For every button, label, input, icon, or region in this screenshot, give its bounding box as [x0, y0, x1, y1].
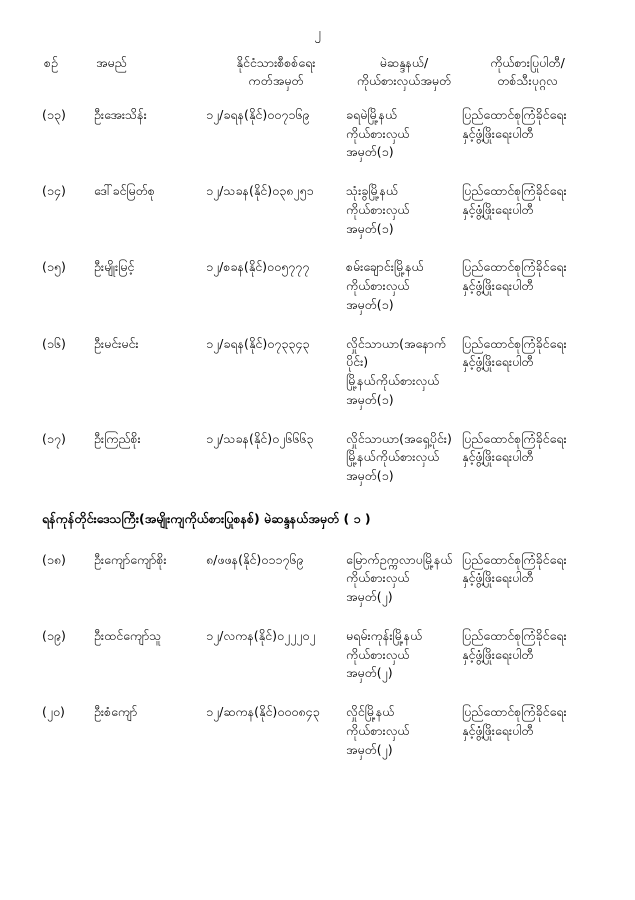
- cell-serial: (၁၇): [42, 430, 66, 446]
- cell-serial: (၁၉): [42, 627, 66, 643]
- column-header-name: အမည်: [96, 54, 127, 70]
- table-row: [42, 335, 593, 430]
- cell-party-line: နှင့်ဖွံ့ဖြိုးရေးပါတီ: [462, 570, 534, 586]
- cell-name: ဦးထင်ကျော်သူ: [94, 627, 162, 643]
- cell-nrc: ၁၂/စခန(နိုင်)၀၀၅၇၇၇: [206, 259, 310, 275]
- cell-constituency-line: ကိုယ်စားလှယ်: [346, 722, 410, 738]
- cell-party-line: နှင့်ဖွံ့ဖြိုးရေးပါတီ: [462, 125, 534, 141]
- cell-name: ဦးမျိုးမြင့်: [94, 259, 135, 275]
- table-row: [42, 627, 593, 703]
- cell-party: [462, 627, 593, 703]
- cell-party-line: နှင့်ဖွံ့ဖြိုးရေးပါတီ: [462, 722, 534, 738]
- cell-constituency: [346, 551, 462, 627]
- cell-party: [462, 703, 593, 779]
- cell-party-line: နှင့်ဖွံ့ဖြိုးရေးပါတီ: [462, 201, 534, 217]
- cell-constituency-line: မြို့နယ်ကိုယ်စားလှယ်: [346, 449, 440, 465]
- table-body: [42, 106, 593, 780]
- candidate-roster-table: [42, 54, 593, 780]
- section-heading-cell: [42, 506, 593, 551]
- cell-name: ဦးစံကျော်: [94, 704, 138, 720]
- cell-constituency-line: ခရမဲမြို့နယ်: [346, 106, 398, 122]
- cell-constituency-line: လှိုင်သာယာ(အရှေ့ပိုင်း): [346, 430, 452, 446]
- cell-nrc: ၁၂/ခရန(နိုင်)၀၇၃၃၄၃: [206, 335, 310, 351]
- cell-party: [462, 335, 593, 430]
- cell-constituency-line: ကိုယ်စားလှယ်: [346, 125, 410, 141]
- cell-nrc: ၁၂/ခရန(နိုင်)၀၀၇၁၆၉: [206, 106, 310, 122]
- cell-party: [462, 106, 593, 182]
- cell-nrc: ၁၂/ဆကန(နိုင်)၀၀၀၈၄၃: [206, 704, 320, 720]
- column-header-party-line2: တစ်သီးပုဂ္ဂလ: [497, 72, 558, 88]
- cell-constituency-line: သုံးခွမြို့နယ်: [346, 183, 399, 199]
- column-header-party: [462, 54, 593, 106]
- cell-name: ဦးကျော်ကျော်စိုး: [94, 551, 167, 567]
- cell-nrc: ၁၂/သခန(နိုင်)၀၃၈၂၅၁: [206, 183, 314, 199]
- table-row: [42, 106, 593, 182]
- cell-constituency-line: မြို့နယ်ကိုယ်စားလှယ်: [346, 373, 440, 389]
- column-header-nrc-line1: နိုင်ငံသားစီစစ်ရေး: [236, 54, 316, 70]
- cell-constituency-line: လှိုင်သာယာ(အနောက်ပိုင်း): [346, 335, 447, 370]
- cell-constituency-line: ကိုယ်စားလှယ်: [346, 570, 410, 586]
- cell-constituency-line: မရမ်းကုန်းမြို့နယ်: [346, 627, 423, 643]
- table-row: [42, 703, 593, 779]
- column-header-constituency-line1: မဲဆန္ဒနယ်/: [379, 54, 429, 70]
- page-number: ၂: [314, 26, 321, 41]
- column-header-constituency: [346, 54, 462, 106]
- column-header-serial: စဉ်: [44, 54, 58, 70]
- cell-constituency-line: အမှတ်(၂): [346, 665, 393, 681]
- cell-constituency: [346, 258, 462, 334]
- cell-constituency-line: အမှတ်(၁): [346, 144, 394, 160]
- section-heading-row: [42, 506, 593, 551]
- cell-name: ဦးအေးသိန်း: [94, 106, 147, 122]
- column-header-nrc-line2: ကတ်အမှတ်: [248, 72, 304, 88]
- table-row: [42, 182, 593, 258]
- cell-party-line: နှင့်ဖွံ့ဖြိုးရေးပါတီ: [462, 646, 534, 662]
- table-row: [42, 551, 593, 627]
- cell-party-line: ပြည်ထောင်စုကြံခိုင်ရေး: [462, 183, 567, 199]
- cell-constituency-line: ကိုယ်စားလှယ်: [346, 201, 410, 217]
- cell-constituency-line: စမ်းချောင်းမြို့နယ်: [346, 259, 424, 275]
- cell-party-line: ပြည်ထောင်စုကြံခိုင်ရေး: [462, 259, 567, 275]
- section-title: ရန်ကုန်တိုင်းဒေသကြီး(အမျိုးကျကိုယ်စားပြုစနစ်) မဲဆန္ဒနယ်အမှတ် ( ၁ ): [42, 510, 371, 526]
- cell-name: ဒေါ်ခင်မြတ်စု: [94, 183, 155, 199]
- cell-party: [462, 258, 593, 334]
- cell-party-line: ပြည်ထောင်စုကြံခိုင်ရေး: [462, 704, 567, 720]
- cell-constituency-line: အမှတ်(၁): [346, 296, 394, 312]
- cell-constituency: [346, 703, 462, 779]
- table-header-row: [42, 54, 593, 106]
- cell-party: [462, 182, 593, 258]
- cell-party-line: နှင့်ဖွံ့ဖြိုးရေးပါတီ: [462, 449, 534, 465]
- cell-party: [462, 551, 593, 627]
- table-row: [42, 258, 593, 334]
- cell-serial: (၁၈): [42, 551, 66, 567]
- cell-constituency-line: အမှတ်(၁): [346, 391, 394, 407]
- cell-constituency: [346, 106, 462, 182]
- cell-constituency-line: ကိုယ်စားလှယ်: [346, 646, 410, 662]
- cell-nrc: ၁၂/သခန(နိုင်)၀၂၆၆၆၃: [206, 430, 314, 446]
- cell-serial: (၁၆): [42, 335, 66, 351]
- column-header-party-line1: ကိုယ်စားပြုပါတီ/: [490, 54, 565, 70]
- cell-constituency-line: ကိုယ်စားလှယ်: [346, 278, 410, 294]
- table-header: [42, 54, 593, 106]
- cell-constituency: [346, 430, 462, 506]
- cell-party-line: ပြည်ထောင်စုကြံခိုင်ရေး: [462, 430, 567, 446]
- cell-party-line: ပြည်ထောင်စုကြံခိုင်ရေး: [462, 106, 567, 122]
- cell-constituency: [346, 335, 462, 430]
- cell-constituency: [346, 182, 462, 258]
- cell-party-line: ပြည်ထောင်စုကြံခိုင်ရေး: [462, 627, 567, 643]
- cell-name: ဦးမင်းမင်း: [94, 335, 139, 351]
- cell-constituency-line: အမှတ်(၁): [346, 468, 394, 484]
- column-header-constituency-line2: ကိုယ်စားလှယ်အမှတ်: [356, 72, 452, 88]
- cell-constituency: [346, 627, 462, 703]
- cell-nrc: ၁၂/လကန(နိုင်)၀၂၂၂၀၂: [206, 627, 316, 643]
- table-row: [42, 430, 593, 506]
- cell-serial: (၁၅): [42, 259, 66, 275]
- column-header-nrc: [206, 54, 346, 106]
- cell-constituency-line: အမှတ်(၂): [346, 589, 393, 605]
- cell-constituency-line: အမှတ်(၁): [346, 220, 394, 236]
- cell-serial: (၁၃): [42, 106, 66, 122]
- cell-serial: (၁၄): [42, 183, 66, 199]
- cell-party-line: ပြည်ထောင်စုကြံခိုင်ရေး: [462, 551, 567, 567]
- cell-constituency-line: မြောက်ဥက္ကလာပမြို့နယ်: [346, 551, 453, 567]
- cell-constituency-line: လှိုင်မြို့နယ်: [346, 704, 395, 720]
- cell-nrc: ၈/ဖဖန(နိုင်)၀၁၁၇၆၉: [206, 551, 304, 567]
- cell-party-line: ပြည်ထောင်စုကြံခိုင်ရေး: [462, 335, 567, 351]
- cell-party-line: နှင့်ဖွံ့ဖြိုးရေးပါတီ: [462, 354, 534, 370]
- cell-name: ဦးကြည်စိုး: [94, 430, 141, 446]
- cell-party-line: နှင့်ဖွံ့ဖြိုးရေးပါတီ: [462, 278, 534, 294]
- cell-party: [462, 430, 593, 506]
- cell-serial: (၂၀): [42, 704, 65, 720]
- cell-constituency-line: အမှတ်(၂): [346, 741, 393, 757]
